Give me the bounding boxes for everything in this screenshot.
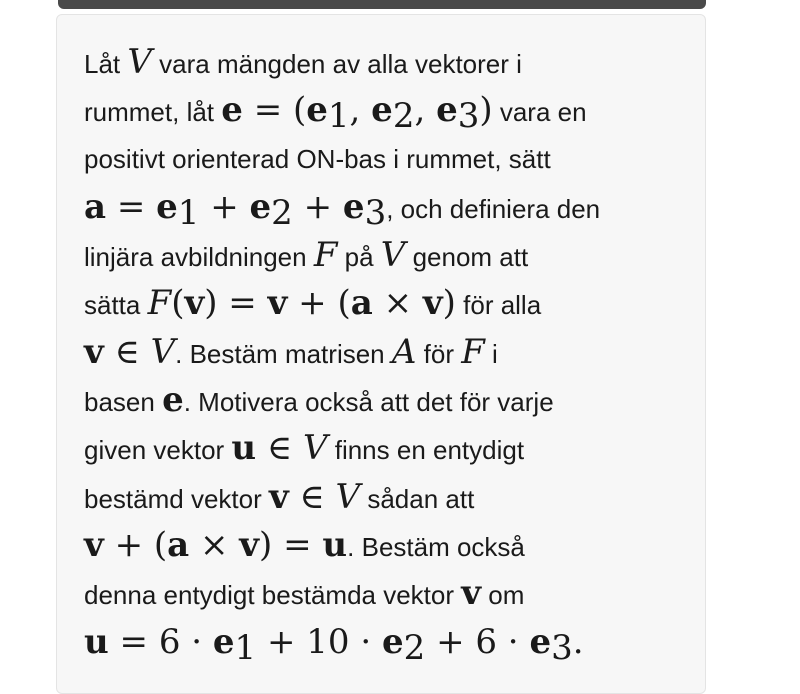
text-segment: om	[481, 580, 525, 611]
problem-text	[84, 38, 694, 666]
math-symbol: (	[171, 283, 185, 324]
math-subscript: 3	[457, 96, 480, 137]
math-symbol: = 6 ·	[108, 621, 213, 662]
text-segment: i	[484, 338, 498, 369]
math-subscript: 1	[177, 193, 200, 234]
math-vector: v	[184, 283, 205, 324]
math-symbol: ,	[414, 90, 437, 131]
text-line	[84, 424, 694, 472]
math-symbol: =	[106, 186, 157, 227]
math-subscript: 2	[403, 627, 426, 668]
math-vector: v	[461, 573, 482, 614]
text-segment: bestämd vektor	[84, 483, 269, 514]
text-line	[84, 183, 694, 234]
text-segment: finns en entydigt	[327, 435, 525, 466]
math-symbol: ∈	[256, 428, 303, 469]
math-symbol: +	[199, 186, 250, 227]
math-symbol: + 6 ·	[425, 621, 530, 662]
math-subscript: 1	[327, 96, 350, 137]
text-line	[84, 328, 694, 376]
math-variable: V	[380, 235, 406, 276]
text-segment: . Bestäm matrisen	[175, 338, 392, 369]
math-symbol: +	[292, 186, 343, 227]
text-segment: denna entydigt bestämda vektor	[84, 580, 462, 611]
math-vector: e	[306, 90, 328, 131]
math-vector: e	[381, 621, 404, 662]
math-vector: e	[221, 90, 243, 131]
top-bar	[58, 0, 706, 9]
text-line	[84, 618, 694, 666]
math-vector: v	[422, 283, 443, 324]
math-symbol: .	[572, 621, 584, 662]
text-line	[84, 376, 694, 424]
math-subscript: 3	[364, 193, 387, 234]
math-subscript: 2	[271, 193, 293, 234]
math-variable: V	[150, 331, 176, 372]
math-vector: v	[267, 283, 288, 324]
math-vector: u	[231, 428, 257, 469]
math-vector: u	[322, 524, 348, 565]
math-vector: v	[84, 524, 104, 565]
math-symbol: ×	[372, 283, 423, 324]
text-line	[84, 231, 694, 279]
text-segment: sätta	[84, 290, 148, 321]
math-symbol: ,	[349, 90, 372, 131]
math-symbol: )	[479, 90, 493, 131]
math-symbol: ∈	[288, 476, 336, 517]
math-vector: v	[84, 331, 104, 372]
math-variable: V	[127, 42, 152, 82]
math-vector: v	[239, 524, 260, 565]
math-vector: a	[167, 524, 190, 565]
text-segment: , och definiera den	[386, 193, 601, 224]
text-segment: positivt orienterad ON-bas i rummet, sätt	[84, 143, 551, 174]
math-symbol: + (	[103, 524, 168, 565]
math-vector: e	[162, 380, 184, 421]
text-segment: . Motivera också att det för varje	[183, 387, 554, 418]
math-variable: F	[313, 235, 338, 276]
math-subscript: 1	[234, 627, 257, 668]
text-segment: för alla	[455, 290, 542, 321]
math-variable: V	[335, 476, 361, 517]
math-symbol: ) =	[259, 524, 323, 565]
math-vector: a	[84, 186, 107, 227]
math-symbol: + 10 ·	[256, 621, 382, 662]
math-vector: e	[212, 621, 235, 662]
math-vector: e	[249, 186, 272, 227]
text-segment: basen	[84, 387, 163, 418]
text-segment: linjära avbildningen	[84, 242, 314, 273]
math-symbol: = (	[242, 90, 307, 131]
text-segment: på	[337, 242, 381, 273]
math-symbol: ∈	[103, 331, 151, 372]
text-segment: rummet, låt	[84, 97, 222, 128]
math-symbol: )	[442, 283, 456, 324]
math-vector: e	[436, 90, 458, 131]
text-line	[84, 135, 694, 183]
text-segment: . Bestäm också	[347, 531, 525, 562]
text-segment: genom att	[405, 242, 529, 273]
text-line	[84, 521, 694, 569]
math-vector: e	[371, 90, 393, 131]
math-vector: v	[268, 476, 289, 517]
math-vector: u	[84, 621, 109, 662]
text-segment: Låt	[84, 49, 128, 79]
text-line	[84, 279, 694, 327]
math-symbol: + (	[287, 283, 351, 324]
math-vector: e	[342, 186, 365, 227]
math-variable: F	[147, 283, 172, 324]
math-symbol: ×	[189, 524, 240, 565]
text-line	[84, 569, 694, 617]
math-vector: e	[156, 186, 178, 227]
math-symbol: ) =	[204, 283, 268, 324]
text-line	[84, 473, 694, 521]
text-segment: given vektor	[84, 435, 232, 466]
math-variable: A	[391, 331, 417, 372]
math-subscript: 2	[392, 96, 415, 137]
text-segment: vara en	[492, 97, 587, 128]
math-variable: V	[302, 428, 328, 469]
text-line	[84, 38, 694, 86]
text-segment: sådan att	[360, 483, 475, 514]
text-line	[84, 86, 694, 137]
text-segment: vara mängden av alla vektorer i	[151, 49, 522, 79]
text-segment: för	[416, 338, 462, 369]
math-vector: a	[350, 283, 373, 324]
math-vector: e	[529, 621, 552, 662]
math-variable: F	[461, 331, 485, 372]
math-subscript: 3	[551, 627, 573, 668]
